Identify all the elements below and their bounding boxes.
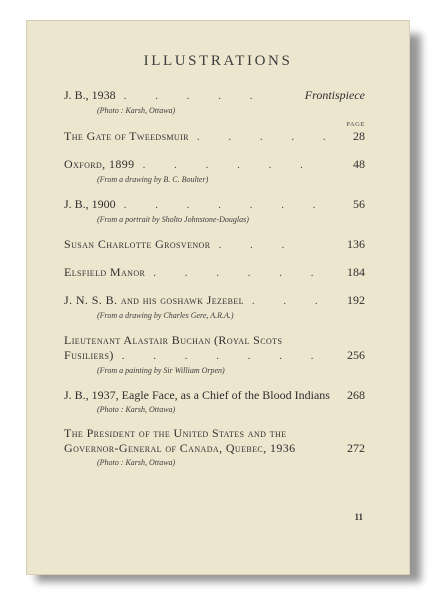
entry-page: 48 — [353, 157, 365, 171]
entry-title-line-1: The President of the United States and the — [64, 426, 287, 440]
leader-dots: . . . . . — [123, 90, 266, 102]
illustration-entry — [64, 129, 365, 145]
page-folio-number: 11 — [354, 512, 363, 522]
entry-page: 192 — [347, 293, 365, 307]
illustration-entry — [64, 157, 365, 185]
entry-page: 56 — [353, 197, 365, 211]
entry-page: Frontispiece — [304, 88, 365, 102]
leader-dots: . . . . . . — [153, 267, 327, 279]
leader-dots: . . . — [251, 295, 331, 307]
entry-title-line-2: Governor-General of Canada, Quebec, 1936 — [64, 441, 296, 455]
entry-page: 268 — [347, 388, 365, 402]
illustration-entry — [64, 388, 365, 415]
entry-credit: (Photo : Karsh, Ottawa) — [97, 106, 176, 115]
entry-title: J. B., 1938 — [64, 88, 116, 102]
entry-page: 184 — [347, 265, 365, 279]
page-column-label: PAGE — [346, 121, 365, 128]
illustration-entry — [64, 426, 365, 468]
leader-dots: . . . . . — [196, 131, 339, 143]
illustration-entry — [64, 237, 365, 253]
illustration-entry — [64, 197, 365, 225]
entry-page: 28 — [353, 129, 365, 143]
entry-title: The Gate of Tweedsmuir — [64, 129, 189, 143]
entry-credit: (From a portrait by Sholto Johnstone-Douglas) — [97, 215, 249, 224]
entry-credit: (Photo : Karsh, Ottawa) — [97, 405, 176, 414]
entry-title-line-2: Fusiliers) — [64, 348, 114, 362]
entry-page: 136 — [347, 237, 365, 251]
entry-title: J. B., 1900 — [64, 197, 116, 211]
illustration-entry — [64, 88, 365, 116]
entry-title: J. N. S. B. and his goshawk Jezebel — [64, 293, 244, 307]
leader-dots: . . . . . . . — [121, 350, 327, 362]
entry-page: 256 — [347, 348, 365, 362]
entry-title: Elsfield Manor — [64, 265, 146, 279]
entry-title-line-1: Lieutenant Alastair Buchan (Royal Scots — [64, 333, 283, 347]
leader-dots: . . . . . . — [142, 159, 316, 171]
entry-title: J. B., 1937, Eagle Face, as a Chief of the Blood Indians — [64, 388, 330, 402]
page-heading: ILLUSTRATIONS — [143, 53, 293, 69]
leader-dots: . . . — [218, 239, 298, 251]
leader-dots: . . . . . . . — [123, 199, 329, 211]
entry-credit: (From a drawing by B. C. Boulter) — [97, 175, 209, 184]
entry-title: Susan Charlotte Grosvenor — [64, 237, 211, 251]
entry-credit: (Photo : Karsh, Ottawa) — [97, 458, 176, 467]
entry-title: Oxford, 1899 — [64, 157, 135, 171]
illustration-entry — [64, 293, 365, 321]
book-page — [26, 20, 410, 575]
illustration-entry — [64, 265, 365, 281]
entry-credit: (From a painting by Sir William Orpen) — [97, 366, 225, 375]
entry-page: 272 — [347, 441, 365, 455]
entry-credit: (From a drawing by Charles Gere, A.R.A.) — [97, 311, 234, 320]
illustration-entry — [64, 333, 365, 376]
